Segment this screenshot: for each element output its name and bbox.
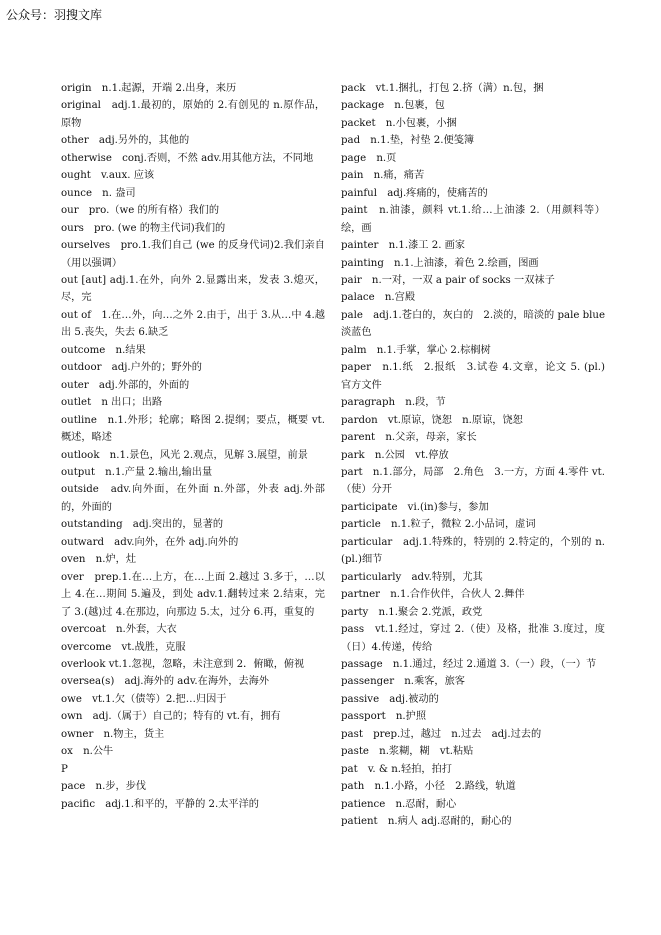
dictionary-entry: owe vt.1.欠（债等）2.把…归因于 [61,693,227,705]
dictionary-entry: outer adj.外部的，外面的 [61,379,190,391]
dictionary-entry: oversea(s) adj.海外的 adv.在海外，去海外 [61,676,269,688]
dictionary-entry: party n.1.聚会 2.党派，政党 [341,606,483,618]
dictionary-entry: oven n.炉，灶 [61,554,137,566]
left-column [61,80,325,813]
dictionary-entry: pace n.步，步伐 [61,781,147,793]
right-column [341,80,605,830]
dictionary-entry: paragraph n.段，节 [341,397,446,409]
dictionary-entry: passage n.1.通过，经过 2.通道 3.（一）段，（一）节 [341,658,597,670]
dictionary-entry: otherwise conj.否则，不然 adv.用其他方法，不同地 [61,152,314,164]
dictionary-entry: other adj.另外的，其他的 [61,135,190,147]
dictionary-entry: ours pro. (we 的物主代词)我们的 [61,222,226,234]
dictionary-entry: participate vi.(in)参与，参加 [341,501,489,513]
dictionary-entry: outline n.1.外形；轮廓；略图 2.提纲；要点，概要 vt. 概述，略述 [61,414,325,444]
dictionary-entry: palace n.宫殿 [341,292,416,304]
dictionary-entry: pain n.痛，痛苦 [341,170,425,182]
dictionary-entry: past prep.过，越过 n.过去 adj.过去的 [341,728,542,740]
section-letter: P [61,763,68,775]
dictionary-entry: outcome n.结果 [61,344,146,356]
dictionary-entry: patience n.忍耐，耐心 [341,798,457,810]
dictionary-entry: page n.页 [341,152,397,164]
dictionary-entry: pack vt.1.捆扎，打包 2.挤（满）n.包，捆 [341,83,544,94]
dictionary-entry: pardon vt.原谅，饶恕 n.原谅，饶恕 [341,414,523,426]
dictionary-entry: outlet n 出口；出路 [61,397,163,409]
dictionary-entry: outward adv.向外，在外 adj.向外的 [61,536,239,548]
dictionary-entry: outlook n.1.景色，风光 2.观点，见解 3.展望，前景 [61,449,308,461]
dictionary-entry: paper n.1.纸 2.报纸 3.试卷 4.文章，论文 5. (pl.) 官方文件 [341,362,605,391]
dictionary-entry: package n.包裹，包 [341,100,445,112]
dictionary-entry: particularly adv.特别，尤其 [341,571,483,583]
dictionary-entry: partner n.1.合作伙伴，合伙人 2.舞伴 [341,589,525,601]
dictionary-entry: passport n.护照 [341,711,427,723]
dictionary-entry: overcoat n.外套，大衣 [61,624,177,636]
dictionary-entry: paint n.油漆，颜料 vt.1.给…上油漆 2.（用颜料等）绘，画 [341,205,605,234]
dictionary-entry: outstanding adj.突出的，显著的 [61,519,224,531]
dictionary-entry: parent n.父亲，母亲，家长 [341,432,477,444]
dictionary-entry: painting n.1.上油漆，着色 2.绘画，图画 [341,257,539,269]
dictionary-entry: patient n.病人 adj.忍耐的，耐心的 [341,816,512,828]
dictionary-entry: output n.1.产量 2.输出,输出量 [61,466,213,478]
dictionary-entry: outdoor adj.户外的；野外的 [61,362,202,374]
dictionary-entry: passenger n.乘客，旅客 [341,676,465,688]
dictionary-entry: over prep.1.在…上方，在…上面 2.越过 3.多于，…以上 4.在…期间 5.遍及，到处 adv.1.翻转过来 2.结束，完了 3.(越)过 4.在那边，向那边 5.太，过分 6.再，重复的 [61,571,325,618]
dictionary-entry: paste n.浆糊，糊 vt.粘贴 [341,746,474,758]
dictionary-entry: pair n.一对，一双 a pair of socks 一双袜子 [341,274,555,286]
dictionary-entry: out of 1.在…外，向…之外 2.由于，出于 3.从…中 4.越出 5.丧失，失去 6.缺乏 [61,309,325,339]
dictionary-entry: out [aut] adj.1.在外，向外 2.显露出来，发表 3.熄灭，尽，完 [61,274,325,304]
dictionary-entry: packet n.小包裹，小捆 [341,117,457,129]
dictionary-entry: pass vt.1.经过，穿过 2.（使）及格，批准 3.度过，度（日）4.传递，传给 [341,624,605,653]
dictionary-entry: park n.公园 vt.停放 [341,449,449,461]
dictionary-entry: own adj.（属于）自己的；特有的 vt.有，拥有 [61,711,281,723]
dictionary-entry: origin n.1.起源，开端 2.出身，来历 [61,83,237,94]
dictionary-entry: original adj.1.最初的，原始的 2.有创见的 n.原作品，原物 [61,100,325,129]
dictionary-entry: ought v.aux. 应该 [61,170,155,182]
dictionary-entry: path n.1.小路，小径 2.路线，轨道 [341,781,516,793]
dictionary-entry: particular adj.1.特殊的，特别的 2.特定的，个别的 n.(pl.)细节 [341,536,605,566]
dictionary-entry: ounce n. 盎司 [61,187,136,199]
dictionary-entry: part n.1.部分，局部 2.角色 3.一方，方面 4.零件 vt.（使）分开 [341,466,605,496]
dictionary-entry: particle n.1.粒子，微粒 2.小品词，虚词 [341,519,536,531]
dictionary-entry: ourselves pro.1.我们自己 (we 的反身代词)2.我们亲自（用以强调） [61,240,325,269]
dictionary-entry: pacific adj.1.和平的，平静的 2.太平洋的 [61,798,259,810]
dictionary-entry: pat v. & n.轻拍，拍打 [341,763,452,775]
dictionary-entry: painter n.1.漆工 2. 画家 [341,240,466,252]
dictionary-entry: ox n.公牛 [61,746,114,758]
dictionary-entry: our pro.（we 的所有格）我们的 [61,205,220,217]
dictionary-entry: painful adj.疼痛的，使痛苦的 [341,187,488,199]
dictionary-entry: owner n.物主，货主 [61,728,165,740]
dictionary-entry: overlook vt.1.忽视，忽略，未注意到 2．俯瞰，俯视 [61,658,305,670]
dictionary-entry: passive adj.被动的 [341,693,439,705]
dictionary-entry: pale adj.1.苍白的，灰白的 2.淡的，暗淡的 pale blue 淡蓝色 [341,309,605,339]
source-header: 公众号：羽搜文库 [6,8,103,22]
dictionary-entry: overcome vt.战胜，克服 [61,641,186,653]
dictionary-entry: outside adv.向外面，在外面 n.外部，外表 adj.外部的，外面的 [61,484,325,513]
dictionary-entry: palm n.1.手掌，掌心 2.棕榈树 [341,344,491,356]
dictionary-entry: pad n.1.垫，衬垫 2.便笺簿 [341,135,475,147]
